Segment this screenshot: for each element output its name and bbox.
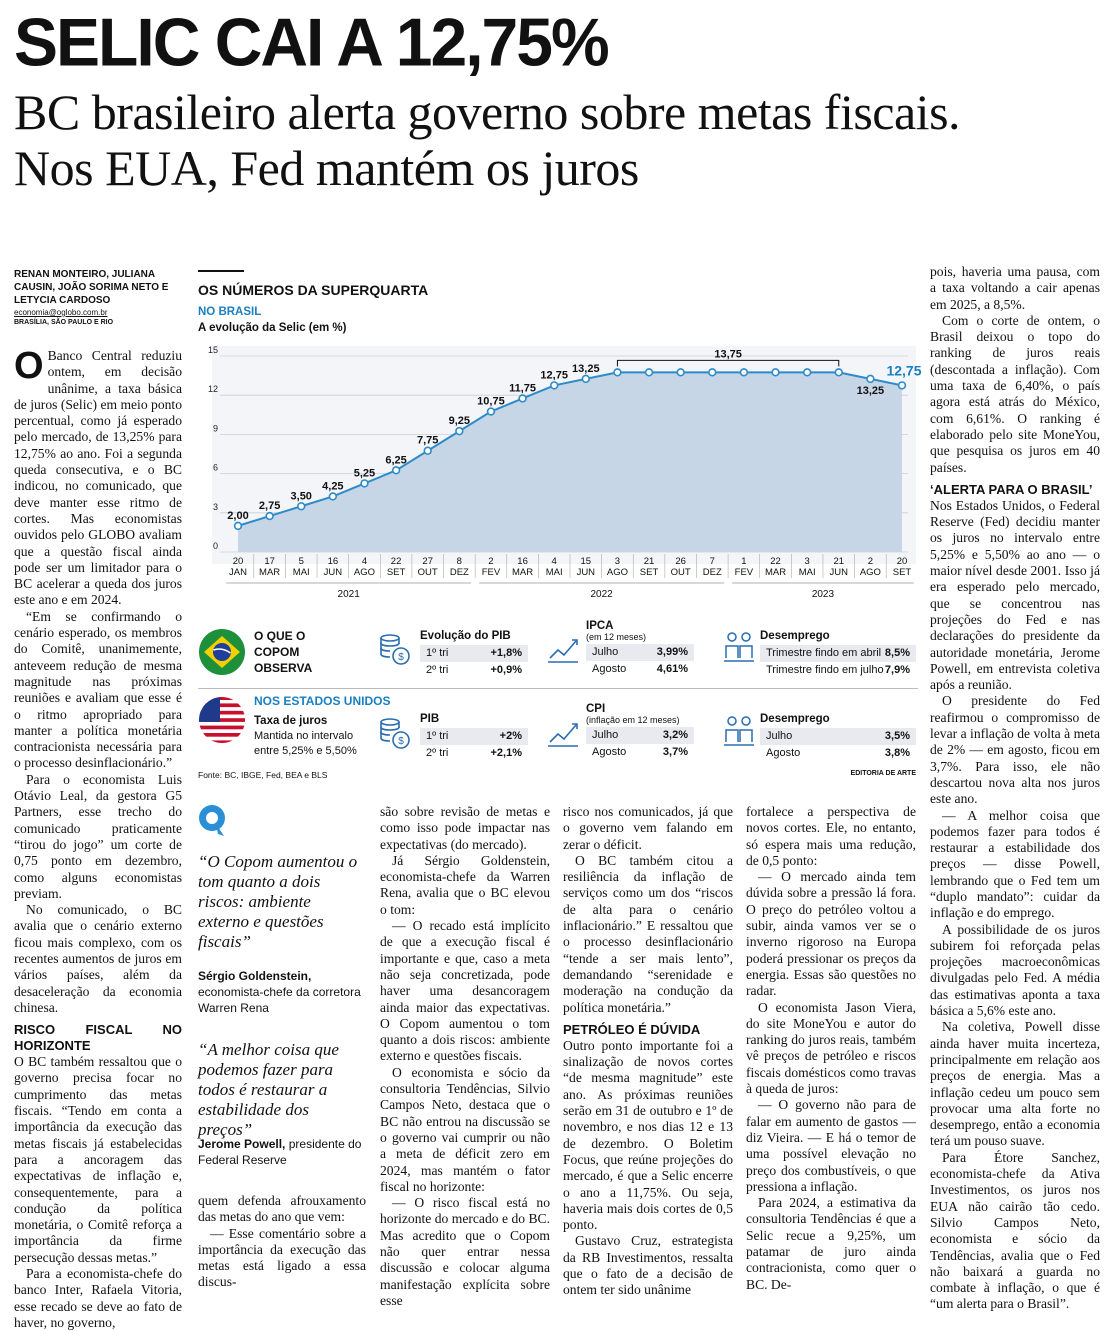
y-tick-label: 3 [212,501,218,512]
copom-unemployment-panel [760,630,916,679]
x-tick-label: 2 [488,556,494,567]
chart-subtitle: A evolução da Selic (em %) [198,322,347,334]
data-label: 2,00 [227,509,249,522]
x-tick-label: 8 [456,556,462,567]
paragraph: Outro ponto importante foi a sinalização de novos cortes “de mesma magnitude” este ano. As próximas reuniões serão em 31 de outubro e 1º de novembro, e nos dias 12 e 13 de dezembro. O Boletim Focus, que reúne projeções do mercado, é que a Selic encerre o ano a 11,75%. Ou seja, haveria mais dois cortes de 0,5 ponto. [563,1037,733,1233]
paragraph: No comunicado, o BC avalia que o cenário externo ficou mais complexo, com os recentes aumentos de juros em vários países, além da desaceleração da economia chinesa. [14,902,182,1015]
paragraph: O BC também ressaltou que o governo precisa focar no cumprimento das metas fiscais. “Tendo em conta a importância da execução das metas fiscais já estabelecidas para a ancoragem das expectativas de inflação e, consequentemente, para a condução da política monetária, o Comitê reforça a importância da firme persecução dessas metas.” [14,1054,182,1265]
row-value: 3,2% [662,729,688,741]
row-key: 1º tri [426,647,449,659]
quote-role: presidente do Federal Reserve [198,1137,362,1167]
paragraph: pois, haveria uma pausa, com a taxa voltando a cair apenas em 2025, a 8,5%. [930,264,1100,312]
x-tick-label: 16 [327,556,339,567]
row-key: Agosto [766,747,801,759]
x-tick-label: 3 [614,556,621,567]
x-tick-label: 5 [298,556,304,567]
row-value: 3,5% [884,730,910,742]
data-label: 9,25 [448,415,471,428]
row-value: +0,9% [490,664,522,676]
plateau-label: 13,75 [714,348,742,361]
article-column-1 [14,345,182,1330]
row-key: Julho [766,730,793,742]
byline [14,268,186,328]
row-value: 3,99% [656,646,688,658]
table-row [420,728,528,745]
copom-ipca-panel [586,620,694,678]
row-key: 1º tri [426,730,449,742]
usa-rate-text: entre 5,25% e 5,50% [254,745,357,757]
y-tick-label: 6 [212,462,218,473]
drop-cap: O [14,345,44,387]
data-label: 5,25 [353,467,376,480]
row-value: 7,9% [884,664,910,676]
row-value: +2% [499,730,522,742]
data-point [551,382,558,389]
paragraph: Para a economista-chefe do banco Inter, Rafaela Vitoria, esse recado se deve ao fato de haver, no governo, [14,1266,182,1330]
subheading: ‘ALERTA PARA O BRASIL’ [930,481,1093,497]
copom-ipca-title: IPCA [586,620,614,632]
data-point [867,375,874,382]
data-point [677,369,684,376]
row-key: Agosto [592,663,627,675]
usa-unemployment-title: Desemprego [760,713,830,725]
x-tick-label: 3 [804,556,810,567]
x-tick-label: 22 [770,556,781,567]
x-tick-label: 20 [896,556,908,567]
line-chart-icon [546,634,580,668]
x-tick-label: 21 [833,556,845,567]
data-point [266,513,273,520]
x-tick-label: MAR [259,567,281,578]
svg-text:$: $ [398,652,404,663]
data-label: 10,75 [477,395,505,408]
paragraph: “Em se confirmando o cenário esperado, os membros do Comitê, unanimemente, anteveem redução de mesma magnitude nas próximas reuniões e avaliam que esse é o ritmo apropriado para manter a política monetária contracionista necessária para o processo desinflacionário.” [14,608,182,771]
table-row [760,728,916,745]
paragraph: Nos Estados Unidos, o Federal Reserve (Fed) decidiu manter os juros no intervalo entre 5,25% e 5,50% ao ano — o maior nível desde 2001. Isso já era esperado pelo mercado, que se concentrou nas projeções do Fed e nas declarações do presidente da autoridade monetária, Jerome Powell, em entrevista coletiva após a reunião. [930,497,1100,693]
usa-rate-title: Taxa de juros [254,715,328,727]
coins-icon [378,632,412,666]
usa-rate-text: Mantida no intervalo [254,730,354,742]
x-tick-label: SET [892,567,912,578]
copom-pib-panel [420,630,528,679]
paragraph: são sobre revisão de metas e como isso pode impactar nas expectativas (do mercado). [380,804,550,852]
quote-attribution [198,1136,363,1168]
article-column-4 [563,804,733,1298]
x-tick-label: 21 [643,556,655,567]
year-label: 2021 [337,589,360,600]
row-key: 2º tri [426,747,449,759]
paragraph: — O recado está implícito de que a execução fiscal é importante e que, caso a meta não seja concretizada, pode haver uma desancoragem ainda maior das expectativas. O Copom aumentou o tom quanto a dois riscos: ambiente externo e questões fiscais. [380,918,550,1064]
data-point [393,467,400,474]
paragraph: A possibilidade de os juros subirem foi reforçada pelas projeções macroeconômicas divulgadas pelo Fed. A média das estimativas aponta a taxa básica a 5,6% este ano. [930,921,1100,1019]
data-label: 12,75 [540,369,568,382]
table-row [760,745,916,762]
usa-cpi-note: (inflação em 12 meses) [586,715,680,725]
data-point [298,503,305,510]
paragraph: Na coletiva, Powell disse ainda haver muita incerteza, principalmente em relação aos preços de energia. Mas a inflação cedeu um pouco sem provocar uma alta forte no desemprego, então a economia terá um pouso suave. [930,1019,1100,1149]
x-tick-label: MAR [764,567,787,578]
chart-source: Fonte: BC, IBGE, Fed, BEA e BLS [198,770,328,780]
x-tick-label: OUT [417,567,438,578]
x-tick-label: AGO [606,567,628,578]
x-tick-label: SET [386,567,406,578]
x-tick-label: DEZ [449,567,469,578]
data-label: 4,25 [322,480,344,493]
line-chart-icon [546,718,580,752]
data-point [835,369,842,376]
x-tick-label: 4 [551,556,557,567]
quote-author: Sérgio Goldenstein, [198,969,312,983]
year-label: 2023 [811,589,835,600]
chart-section-title: OS NÚMEROS DA SUPERQUARTA [198,282,429,298]
quote-icon [198,804,228,838]
paragraph: O BC também citou a resiliência da inflação de serviços como um dos “riscos de alta para o cenário inflacionário.” E ressaltou que o processo desinflacionário “tende a ser mais lento”, demandando “serenidade e moderação na condução da política monetária.” [563,852,733,1015]
row-key: Agosto [592,746,627,758]
x-tick-label: 27 [422,556,434,567]
row-value: +2,1% [490,747,522,759]
data-point [361,480,368,487]
pull-quote: “O Copom aumentou o tom quanto a dois riscos: ambiente externo e questões fiscais” [198,852,358,951]
data-label: 6,25 [385,454,407,467]
x-tick-label: 17 [264,556,275,567]
usa-cpi-panel [586,703,694,761]
data-point [488,408,495,415]
x-tick-label: OUT [670,567,691,578]
row-value: 3,7% [662,746,688,758]
data-point [424,447,431,454]
usa-pib-title: PIB [420,713,440,725]
y-tick-label: 0 [212,541,218,551]
table-row [586,744,694,761]
paragraph: Para o economista Luis Otávio Leal, da gestora G5 Partners, esse trecho do comunicado praticamente “tirou do jogo” um corte de 0,75 ponto em dezembro, como alguns economistas previam. [14,771,182,901]
x-tick-label: FEV [734,567,754,578]
data-point [582,375,589,382]
x-tick-label: MAI [545,567,563,578]
x-tick-label: DEZ [702,567,722,578]
x-tick-label: JUN [829,567,849,578]
x-tick-label: AGO [353,567,376,578]
paragraph: quem defenda afrouxamento das metas do ano que vem: [198,1193,366,1225]
section-divider [198,688,918,689]
us-flag-icon [198,696,246,744]
brazil-flag-icon [198,628,246,676]
x-tick-label: 20 [232,556,244,567]
row-value: 4,61% [656,663,688,675]
table-row [760,662,916,679]
x-tick-label: 15 [580,556,592,567]
chart-credit: EDITORIA DE ARTE [850,770,916,777]
data-point [709,369,716,376]
quote-role: economista-chefe da corretora Warren Rena [198,985,361,1015]
chart-top-rule [198,270,244,272]
quote-attribution [198,968,363,1016]
paragraph: Já Sérgio Goldenstein, economista-chefe da Warren Rena, avalia que o BC elevou o tom: [380,852,550,917]
people-icon [722,714,756,748]
copom-pib-title: Evolução do PIB [420,630,511,642]
data-label: 7,75 [417,434,439,447]
data-label: 13,25 [856,384,885,397]
y-tick-label: 9 [212,423,218,434]
row-key: Julho [592,646,619,658]
selic-chart [196,340,922,608]
paragraph: — Esse comentário sobre a importância da execução das metas está ligado a essa discus- [198,1225,366,1290]
data-point [329,493,336,500]
quote-author: Jerome Powell, [198,1137,286,1151]
subheadline: BC brasileiro alerta governo sobre metas fiscais. Nos EUA, Fed mantém os juros [14,84,961,196]
x-tick-label: 22 [390,556,402,567]
x-tick-label: JAN [229,567,247,578]
x-tick-label: FEV [481,567,501,578]
paragraph: O presidente do Fed reafirmou o compromisso de levar a inflação de volta à meta de 2% — em agosto, ficou em 3,7%. Para isso, ele não descartou nova alta nos juros este ano. [930,693,1100,807]
subheading: RISCO FISCAL NO HORIZONTE [14,1022,182,1054]
paragraph: risco nos comunicados, já que o governo vem falando em zerar o déficit. [563,804,733,852]
copom-unemployment-title: Desemprego [760,630,830,642]
x-tick-label: JUN [576,567,596,578]
x-tick-label: MAR [512,567,534,578]
usa-pib-panel [420,713,528,762]
x-tick-label: JUN [323,567,343,578]
paragraph: Banco Central reduziu ontem, em decisão unânime, a taxa básica de juros (Selic) em meio ponto percentual, como já esperado pelo mercado, de 13,25% para 12,75% ao ano. Foi a segunda queda consecutiva, e o BC indicou, no comunicado, que deve manter esse ritmo de cortes. Mas economistas ouvidos pelo GLOBO avaliam que a questão fiscal ainda pode ser um limitador para o BC acelerar a queda dos juros este ano e em 2024. [14,348,182,608]
svg-text:$: $ [398,736,404,747]
row-value: 3,8% [884,747,910,759]
paragraph: O economista e sócio da consultoria Tendências, Silvio Campos Neto, destaca que o BC não entrou na discussão se o governo vai cumprir ou não a meta de déficit zero em 2024, mas mantém o fator fiscal no horizonte: [380,1064,550,1194]
y-tick-label: 12 [207,384,218,395]
x-tick-label: 4 [361,556,368,567]
article-column-6 [930,264,1100,1312]
article-column-3 [380,804,550,1308]
table-row [586,644,694,661]
data-label: 3,50 [290,490,312,503]
row-value: +1,8% [490,647,522,659]
data-label: 2,75 [258,500,281,513]
paragraph: — A melhor coisa que podemos fazer para todos é restaurar a estabilidade dos preços — disse Powell, lembrando que o Fed tem um “duplo mandato”: cuidar da inflação e do emprego. [930,807,1100,921]
byline-location: BRASÍLIA, SÃO PAULO E RIO [14,319,114,326]
table-row [586,661,694,678]
table-row [760,645,916,662]
paragraph: — O risco fiscal está no horizonte do mercado e do BC. Mas acredito que o Copom não quer entrar nessa discussão e colocar alguma manifestação explícita sobre esse [380,1195,550,1308]
year-label: 2022 [590,589,613,600]
row-key: Trimestre findo em julho [766,664,884,676]
x-tick-label: 26 [675,556,686,567]
data-point [456,428,463,435]
x-tick-label: MAI [798,567,816,578]
paragraph: Gustavo Cruz, estrategista da RB Investimentos, ressalta que o fato de a decisão de ontem ter sido unânime [563,1233,733,1298]
article-column-5 [746,804,916,1292]
row-key: Julho [592,729,619,741]
paragraph: Para Étore Sanchez, economista-chefe da Ativa Investimentos, os juros nos EUA não cairão tão cedo. Silvio Campos Neto, economista e sócio da Tendências, avalia que o Fed não baixará a guarda no combate à inflação, o que é “um alerta para o Brasil”. [930,1149,1100,1312]
y-tick-label: 15 [207,345,218,355]
data-label: 11,75 [509,382,537,395]
pull-quote: “A melhor coisa que podemos fazer para todos é restaurar a estabilidade dos preços” [198,1040,339,1139]
byline-authors: RENAN MONTEIRO, JULIANA CAUSIN, JOÃO SORIMA NETO E LETYCIA CARDOSO [14,269,169,306]
row-value: 8,5% [884,647,910,659]
paragraph: fortalece a perspectiva de novos cortes. Ele, no entanto, só espera mais uma redução, de 0,5 ponto: [746,804,916,868]
data-point [772,369,779,376]
article-column-2 [198,1193,366,1288]
copom-label: O QUE O COPOM OBSERVA [254,629,313,675]
data-point [519,395,526,402]
paragraph: — O governo não para de falar em aumento de gastos — diz Vieira. — E há o temor de uma possível elevação no preço dos combustíveis, o que pressiona a inflação. [746,1097,916,1194]
x-tick-label: AGO [859,567,881,578]
paragraph: — O mercado ainda tem dúvida sobre a pressão lá fora. O preço do petróleo voltou a subir, ainda vamos ver se o inverno rigoroso na Europa poderá pressionar os preços da energia. Essas são questões no radar. [746,869,916,999]
usa-rate-panel [254,714,374,759]
x-tick-label: 2 [867,556,874,567]
headline: SELIC CAI A 12,75% [14,4,608,80]
usa-unemployment-panel [760,713,916,762]
data-point [614,369,621,376]
table-row [420,745,528,762]
people-icon [722,630,756,664]
data-point [899,382,906,389]
data-point [235,522,242,529]
paragraph: O economista Jason Viera, do site MoneYou e autor do ranking do juros reais, também vê preços de petróleo e riscos fiscais domésticos como travas à queda de juros: [746,999,916,1097]
data-label: 13,25 [572,362,600,375]
row-key: Trimestre findo em abril [766,647,882,659]
table-row [586,727,694,744]
table-row [420,645,528,662]
row-key: 2º tri [426,664,449,676]
usa-cpi-title: CPI [586,703,606,715]
paragraph: Para 2024, a estimativa da consultoria Tendências é que a Selic recue a 9,25%, um patamar de juro ainda contracionista, como quer o BC. De- [746,1195,916,1292]
paragraph: Com o corte de ontem, o Brasil deixou o topo do ranking de juros reais (descontada a inflação). Com uma taxa de 6,40%, o país agora está atrás do México, com 6,61%. O ranking é elaborado pelo site MoneYou, que pesquisa os juros em 40 países. [930,312,1100,475]
byline-email[interactable]: economia@oglobo.com.br [14,308,108,317]
data-point [741,369,748,376]
x-tick-label: 16 [517,556,528,567]
usa-label: NOS ESTADOS UNIDOS [254,694,391,708]
x-tick-label: 7 [709,556,715,567]
chart-region-label: NO BRASIL [198,306,262,318]
table-row [420,662,528,679]
data-point [804,369,811,376]
x-tick-label: MAI [292,567,310,578]
subheading: PETRÓLEO É DÚVIDA [563,1021,701,1037]
coins-icon [378,716,412,750]
data-point [646,369,653,376]
x-tick-label: SET [639,567,659,578]
copom-ipca-note: (em 12 meses) [586,632,647,642]
x-tick-label: 1 [741,556,747,567]
data-label: 12,75 [886,362,922,379]
